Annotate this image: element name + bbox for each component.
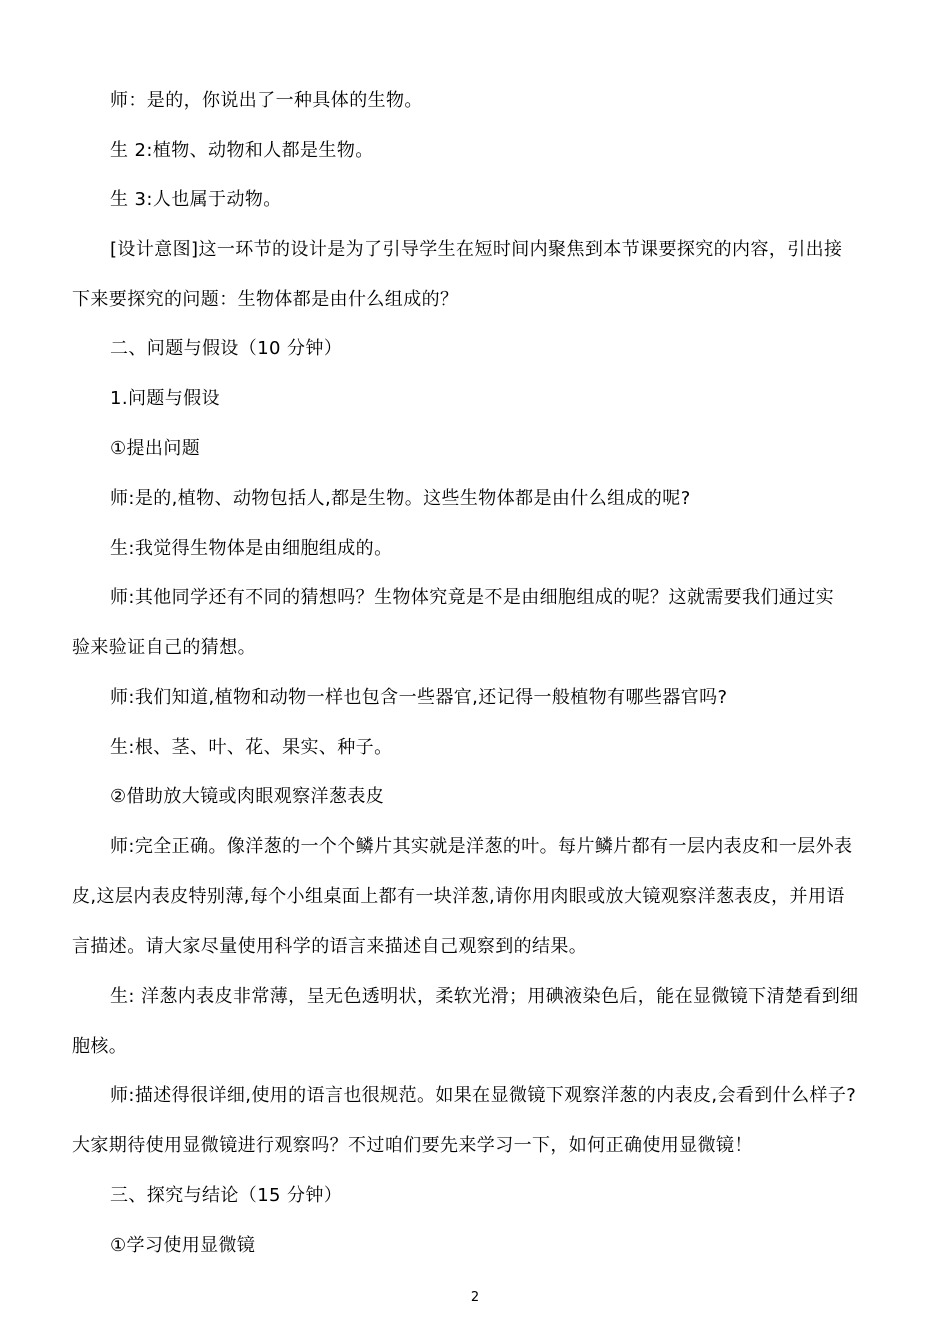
paragraph-line: 生 3:人也属于动物。	[110, 189, 282, 210]
paragraph-line: 生: 洋葱内表皮非常薄，呈无色透明状，柔软光滑；用碘液染色后，能在显微镜下清楚看到细	[110, 986, 859, 1007]
section-heading: 三、探究与结论（15 分钟）	[110, 1185, 343, 1206]
paragraph-line: 生:我觉得生物体是由细胞组成的。	[110, 538, 393, 559]
paragraph-line: 言描述。请大家尽量使用科学的语言来描述自己观察到的结果。	[72, 936, 588, 957]
paragraph-line: 下来要探究的问题：生物体都是由什么组成的？	[72, 289, 459, 310]
page-number: 2	[470, 1290, 480, 1305]
paragraph-line: 师:我们知道,植物和动物一样也包含一些器官,还记得一般植物有哪些器官吗?	[110, 687, 728, 708]
paragraph-line: 师：是的，你说出了一种具体的生物。	[110, 90, 423, 111]
paragraph-line: 胞核。	[72, 1036, 128, 1057]
paragraph-line: 皮,这层内表皮特别薄,每个小组桌面上都有一块洋葱,请你用肉眼或放大镜观察洋葱表皮，并用语	[72, 886, 845, 907]
paragraph-line: 师:完全正确。像洋葱的一个个鳞片其实就是洋葱的叶。每片鳞片都有一层内表皮和一层外表	[110, 836, 853, 857]
paragraph-line: 生 2:植物、动物和人都是生物。	[110, 140, 374, 161]
paragraph-line: 师:是的,植物、动物包括人,都是生物。这些生物体都是由什么组成的呢?	[110, 488, 691, 509]
paragraph-line: 生:根、茎、叶、花、果实、种子。	[110, 737, 393, 758]
section-heading: 二、问题与假设（10 分钟）	[110, 338, 343, 359]
paragraph-line: 大家期待使用显微镜进行观察吗？不过咱们要先来学习一下，如何正确使用显微镜！	[72, 1135, 753, 1156]
step-heading: ①学习使用显微镜	[110, 1235, 256, 1256]
step-heading: ②借助放大镜或肉眼观察洋葱表皮	[110, 786, 385, 807]
paragraph-line: 师:其他同学还有不同的猜想吗？生物体究竟是不是由细胞组成的呢？这就需要我们通过实	[110, 587, 835, 608]
paragraph-line: [设计意图]这一环节的设计是为了引导学生在短时间内聚焦到本节课要探究的内容，引出接	[110, 239, 843, 260]
step-heading: ①提出问题	[110, 438, 201, 459]
paragraph-line: 师:描述得很详细,使用的语言也很规范。如果在显微镜下观察洋葱的内表皮,会看到什么样子?	[110, 1085, 857, 1106]
paragraph-line: 验来验证自己的猜想。	[72, 637, 256, 658]
subsection-heading: 1.问题与假设	[110, 388, 220, 409]
